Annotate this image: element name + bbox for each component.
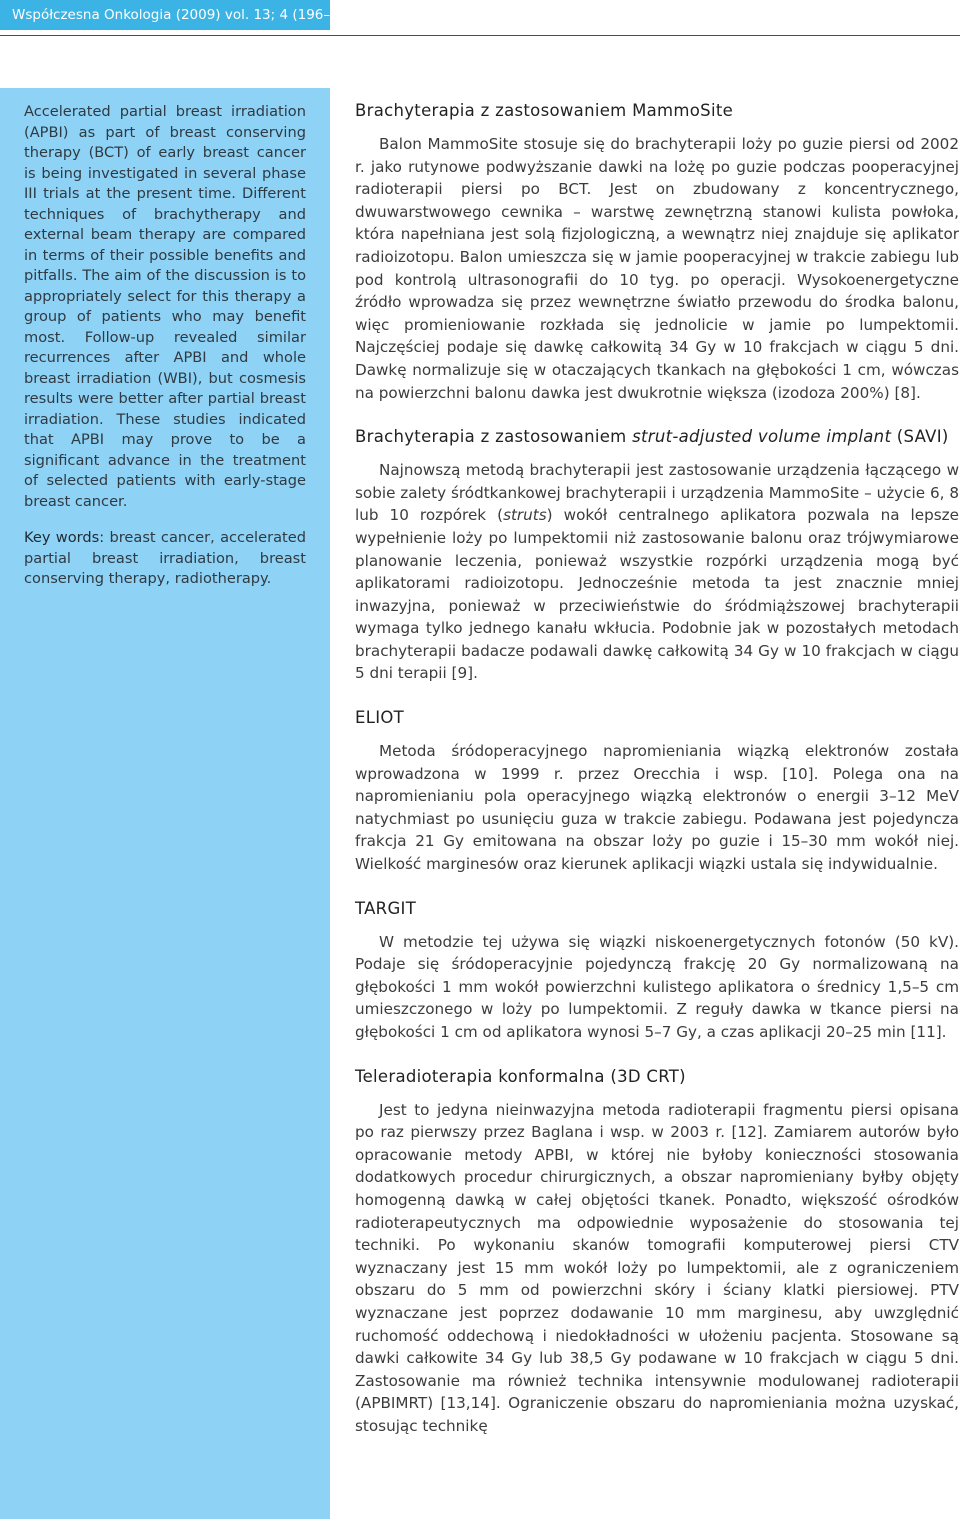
section-savi	[355, 426, 959, 685]
section-title-savi-prefix: Brachyterapia z zastosowaniem	[355, 427, 633, 447]
section-mammosite	[355, 100, 959, 404]
abstract-panel	[0, 88, 330, 1519]
paragraph-targit: W metodzie tej używa się wiązki niskoenergetycznych fotonów (50 kV). Podaje się śródoperacyjnie pojedynczą frakcję 20 Gy normalizowaną na głębokości 1 mm wokół powierzchni kulistego aplikatora o średnicy 1,5–5 cm umieszczonego w loży po lumpektomii. Z reguły dawka w tkance piersi na głębokości 1 cm od aplikatora wynosi 5–7 Gy, a czas aplikacji 20–25 min [11].	[355, 932, 959, 1041]
paragraph-savi-part-a: Najnowszą metodą brachyterapii jest zastosowanie urządzenia łączącego w sobie zalety śródtkankowej brachyterapii i urządzenia MammoSite – użycie 6, 8 lub 10 rozpórek (	[355, 461, 959, 525]
section-title-savi-italic: strut-adjusted volume implant	[632, 427, 892, 447]
section-title-savi-suffix: (SAVI)	[891, 427, 949, 447]
section-title-mammosite: Brachyterapia z zastosowaniem MammoSite	[355, 101, 734, 120]
paragraph-3d-crt: Jest to jedyna nieinwazyjna metoda radioterapii fragmentu piersi opisana po raz pierwszy przez Baglana i wsp. w 2003 r. [12]. Zamiarem autorów było opracowanie metody APBI, w której nie byłoby konieczności stosowania dodatkowych procedur chirurgicznych, a obszar napromieniany byłby objęty homogenną dawką w całej objętości tkanek. Ponadto, większość ośrodków radioterapeutycznych ma odpowiednie wyposażenie do stosowania tej techniki. Po wykonaniu skanów tomografii komputerowej piersi CTV wyznaczany jest 15 mm wokół loży po lumpektomii, ale z ograniczeniem obszaru do 5 mm od powierzchni skóry i ściany klatki piersiowej. PTV wyznaczane jest poprzez dodawanie 10 mm marginesu, aby uwzględnić ruchomość oddechową i niedokładności w ułożeniu pacjenta. Stosowane są dawki całkowite 34 Gy lub 38,5 Gy podawane w 10 frakcjach w ciągu 5 dni. Zastosowanie ma również technika intensywnie modulowanej radioterapii (APBIMRT) [13,14]. Ograniczenie obszaru do napromieniania można uzyskać, stosując technikę	[355, 1100, 959, 1435]
abstract-text: Accelerated partial breast irradiation (APBI) as part of breast conserving therapy (BCT) of early breast cancer is being investigated in several phase III trials at the present time. Different techniques of brachytherapy and external beam therapy are compared in terms of their possible benefits and pitfalls. The aim of the discussion is to appropriately select for this therapy a group of patients who may benefit most. Follow-up revealed similar recurrences after APBI and whole breast irradiation (WBI), but cosmesis results were better after partial breast irradiation. These studies indicated that APBI may prove to be a significant advance in the treatment of selected patients with early-stage breast cancer.	[24, 103, 306, 510]
paragraph-savi-part-b: ) wokół centralnego aplikatora pozwala na lepsze wypełnienie loży po lumpektomii niż zastosowanie balonu oraz trójwymiarowe planowanie leczenia, ponieważ wszystkie rozpórki urządzenia mogą być aplikatorami radioizotopu. Jednocześnie metoda ta jest znacznie mniej inwazyjna, ponieważ w przeciwieństwie do śródmiąższowej brachyterapii wymaga tylko jednego kanału wkłucia. Podobnie jak w pozostałych metodach brachyterapii badacze podawali dawkę całkowitą 34 Gy w 10 frakcjach w ciągu 5 dni terapii [9].	[355, 506, 959, 683]
keywords	[24, 528, 306, 590]
keywords-text: breast cancer, accelerated partial breast irradiation, breast conserving therapy, radiotherapy.	[24, 529, 306, 587]
journal-header	[0, 0, 362, 30]
journal-citation: Współczesna Onkologia (2009) vol. 13; 4 (196–200)	[12, 7, 362, 23]
section-title-3d-crt: Teleradioterapia konformalna (3D CRT)	[355, 1066, 686, 1086]
paragraph-savi-struts: struts	[503, 506, 547, 525]
article-body	[355, 100, 959, 1438]
keywords-label: Key words:	[24, 529, 105, 546]
paragraph-savi	[355, 459, 959, 685]
paragraph-eliot: Metoda śródoperacyjnego napromieniania wiązką elektronów została wprowadzona w 1999 r. przez Orecchia i wsp. [10]. Polega ona na napromienianiu pola operacyjnego wiązką elektronów o energii 3–12 MeV natychmiast po usunięciu guza w trakcie zabiegu. Podawana jest pojedyncza frakcja 21 Gy emitowana na obszar loży po guzie i 15–30 mm wokół niej. Wielkość marginesów oraz kierunek aplikacji wiązki ustala się indywidualnie.	[355, 742, 959, 874]
section-title-targit: TARGIT	[355, 898, 417, 918]
section-3d-crt	[355, 1066, 959, 1438]
section-title-savi	[355, 426, 959, 448]
paragraph-mammosite: Balon MammoSite stosuje się do brachyterapii loży po guzie piersi od 2002 r. jako rutynowe podwyższanie dawki na lożę po guzie podczas pooperacyjnej radioterapii piersi po BCT. Jest on zbudowany z koncentrycznego, dwuwarstwowego cewnika – warstwę zewnętrzną stanowi kulista powłoka, która napełniana jest solą fizjologiczną, a wewnątrz niej znajduje się aplikator radioizotopu. Balon umieszcza się w jamie pooperacyjnej w trakcie zabiegu lub pod kontrolą ultrasonografii do 10 tyg. po operacji. Wysokoenergetyczne źródło wprowadza się przez wewnętrzne światło przewodu do środka balonu, więc promieniowanie rozkłada się jednolicie w jamie po lumpektomii. Najczęściej podaje się dawkę całkowitą 34 Gy w 10 frakcjach w ciągu 5 dni. Dawkę normalizuje się w otaczających tkankach na głębokości 1 cm, wówczas na powierzchni balonu dawka jest dwukrotnie większa (izodoza 200%) [8].	[355, 135, 959, 402]
section-title-eliot: ELIOT	[355, 708, 405, 728]
section-targit	[355, 898, 959, 1044]
header-divider	[0, 35, 960, 36]
section-eliot	[355, 707, 959, 876]
